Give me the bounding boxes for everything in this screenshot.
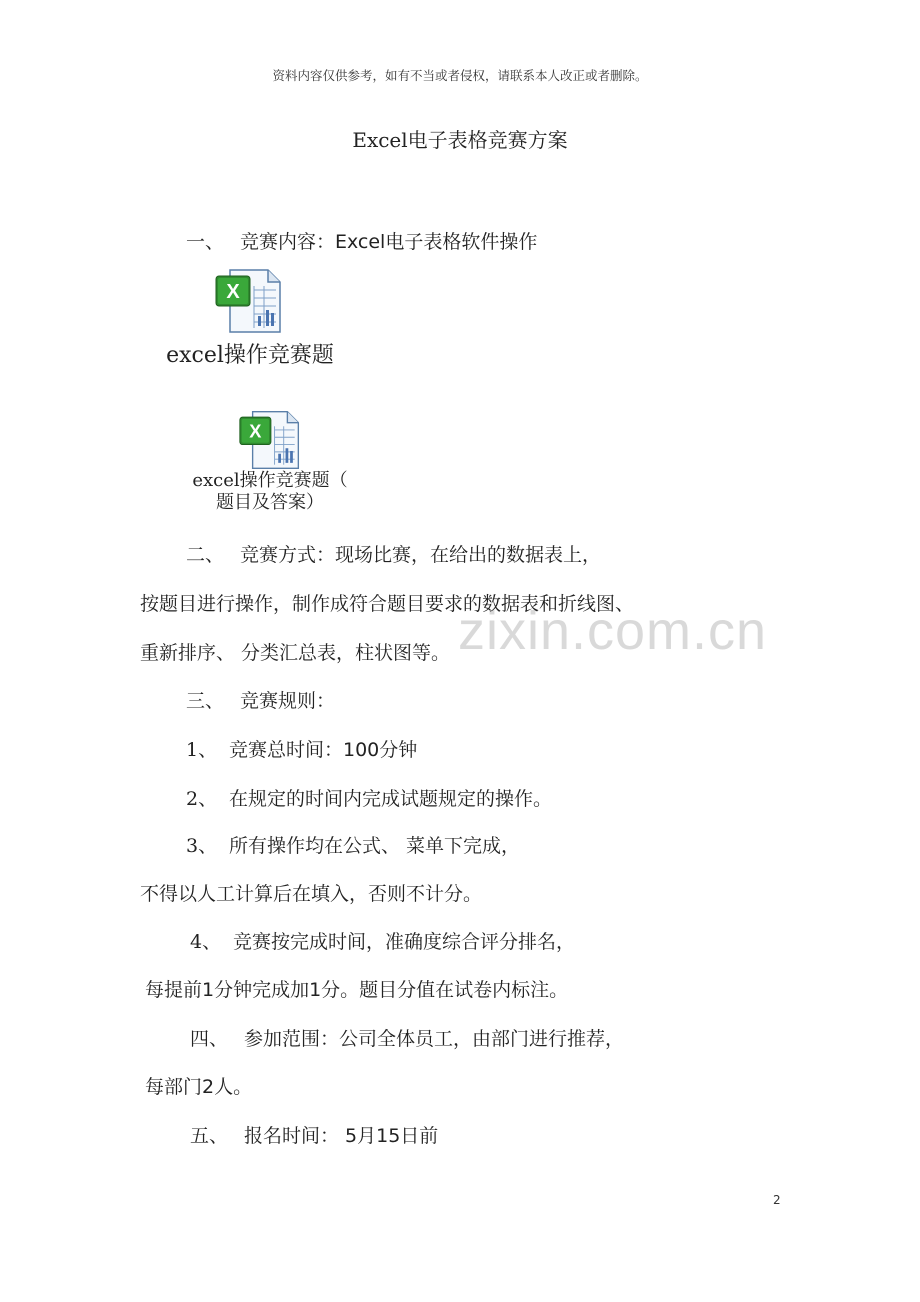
- svg-text:X: X: [249, 420, 262, 442]
- document-title: Excel电子表格竞赛方案: [352, 128, 568, 152]
- section3-text: 竞赛规则：: [240, 690, 336, 712]
- section5-text: 报名时间： 5月15日前: [244, 1125, 439, 1147]
- section2-line3: 重新排序、 分类汇总表，柱状图等。: [140, 642, 451, 664]
- rule1-number: 1、: [186, 739, 218, 761]
- section2-line1: 竞赛方式：现场比赛，在给出的数据表上，: [240, 544, 602, 566]
- section5-marker: 五、: [190, 1125, 229, 1147]
- rule2-number: 2、: [186, 788, 218, 810]
- excel-file-icon[interactable]: [214, 266, 284, 336]
- watermark-text: zixin.com.cn: [458, 601, 768, 661]
- rule3-number: 3、: [186, 835, 218, 857]
- section1-marker: 一、: [186, 231, 225, 253]
- rule3-text-cont: 不得以人工计算后在填入，否则不计分。: [140, 883, 483, 905]
- rule4-number: 4、: [190, 931, 222, 953]
- section1-text: 竞赛内容：Excel电子表格软件操作: [240, 231, 538, 253]
- section2-line2: 按题目进行操作，制作成符合题目要求的数据表和折线图、: [140, 593, 635, 615]
- attachment2-caption-line1: excel操作竞赛题（: [192, 470, 348, 491]
- rule2-text: 在规定的时间内完成试题规定的操作。: [229, 788, 553, 810]
- page-number: 2: [773, 1193, 781, 1207]
- section4-line2: 每部门2人。: [145, 1076, 253, 1098]
- excel-file-icon[interactable]: [238, 408, 302, 472]
- section4-line1: 参加范围：公司全体员工，由部门进行推荐，: [244, 1028, 625, 1050]
- rule1-text: 竞赛总时间：100分钟: [229, 739, 418, 761]
- disclaimer-text: 资料内容仅供参考，如有不当或者侵权，请联系本人改正或者删除。: [272, 68, 648, 83]
- rule4-text-cont: 每提前1分钟完成加1分。题目分值在试卷内标注。: [145, 979, 569, 1001]
- rule3-text: 所有操作均在公式、 菜单下完成，: [229, 835, 521, 857]
- attachment2-caption-line2: 题目及答案）: [216, 492, 324, 513]
- section4-marker: 四、: [190, 1028, 229, 1050]
- rule4-text: 竞赛按完成时间，准确度综合评分排名，: [233, 931, 576, 953]
- attachment1-caption: excel操作竞赛题: [166, 343, 334, 368]
- section3-marker: 三、: [186, 690, 225, 712]
- attachment2-caption: [170, 470, 370, 514]
- section2-marker: 二、: [186, 544, 225, 566]
- svg-text:X: X: [226, 281, 240, 303]
